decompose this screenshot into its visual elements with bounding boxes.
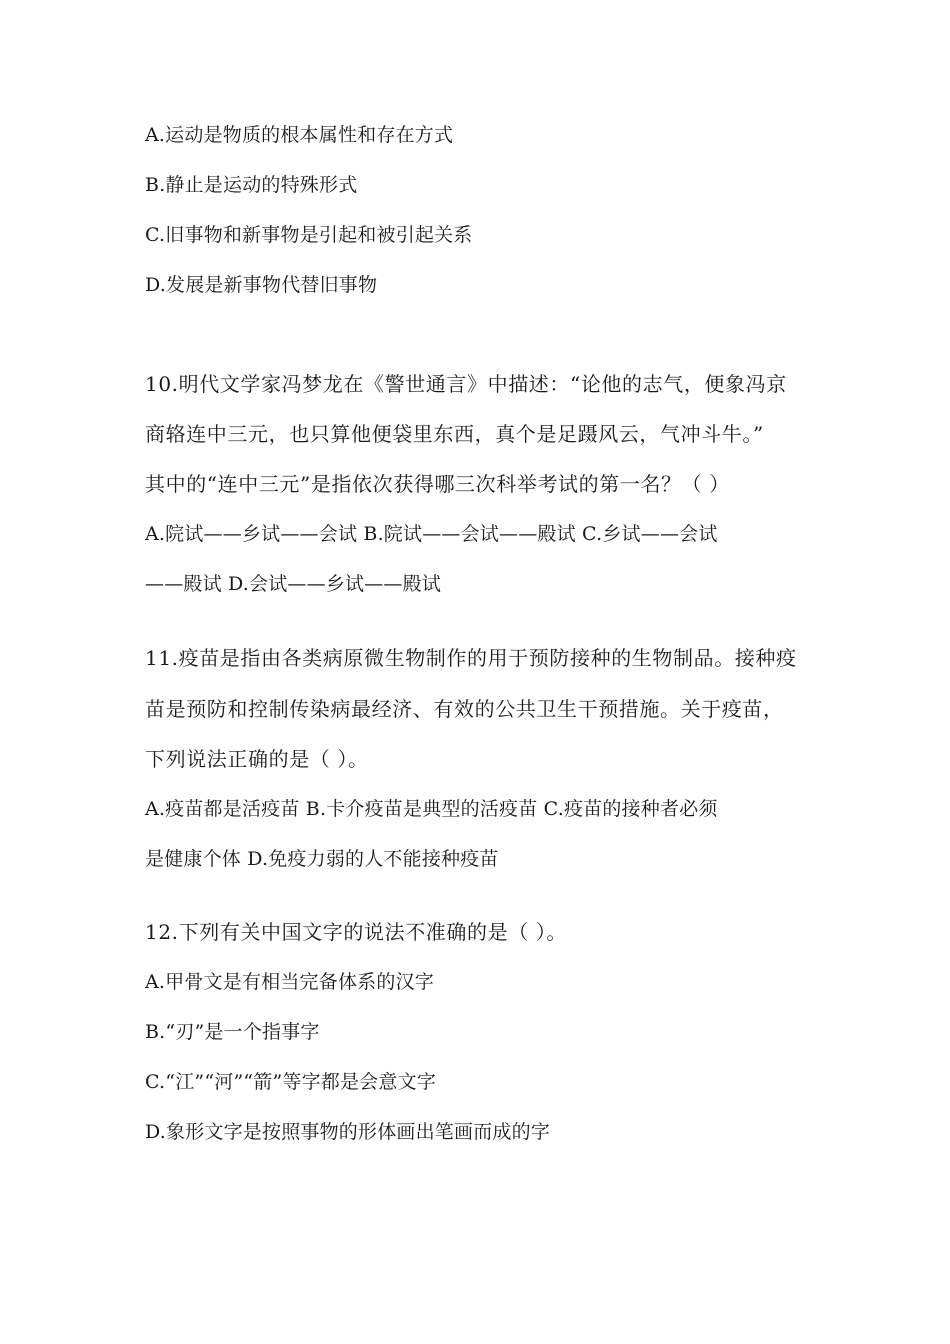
q9-option-d: D.发展是新事物代替旧事物 [145,274,378,296]
q9-option-b: B.静止是运动的特殊形式 [145,174,358,196]
q10-stem-line-2: 商辂连中三元，也只算他便袋里东西，真个是足蹑风云，气冲斗牛。” [145,422,764,446]
q12-option-b: B.“刃”是一个指事字 [145,1021,320,1043]
q9-option-a: A.运动是物质的根本属性和存在方式 [145,124,454,146]
q9-option-c: C.旧事物和新事物是引起和被引起关系 [145,224,473,246]
q10-options-line-1: A.院试——乡试——会试 B.院试——会试——殿试 C.乡试——会试 [145,523,718,545]
q11-stem-line-3: 下列说法正确的是（ ）。 [145,747,369,771]
q12-stem: 12.下列有关中国文字的说法不准确的是（ ）。 [145,920,567,944]
q12-option-d: D.象形文字是按照事物的形体画出笔画而成的字 [145,1121,550,1143]
q11-options-line-2: 是健康个体 D.免疫力弱的人不能接种疫苗 [145,848,499,870]
q10-options-line-2: ——殿试 D.会试——乡试——殿试 [145,573,442,595]
q11-stem-line-2: 苗是预防和控制传染病最经济、有效的公共卫生干预措施。关于疫苗， [145,697,784,721]
q11-options-line-1: A.疫苗都是活疫苗 B.卡介疫苗是典型的活疫苗 C.疫苗的接种者必须 [145,798,718,820]
q12-option-a: A.甲骨文是有相当完备体系的汉字 [145,971,434,993]
q12-option-c: C.“江”“河”“箭”等字都是会意文字 [145,1071,436,1093]
q10-stem-line-1: 10.明代文学家冯梦龙在《警世通言》中描述：“论他的志气，便象冯京 [145,372,787,396]
q10-stem-line-3: 其中的“连中三元”是指依次获得哪三次科举考试的第一名？（ ） [145,472,730,496]
q11-stem-line-1: 11.疫苗是指由各类病原微生物制作的用于预防接种的生物制品。接种疫 [145,646,797,670]
